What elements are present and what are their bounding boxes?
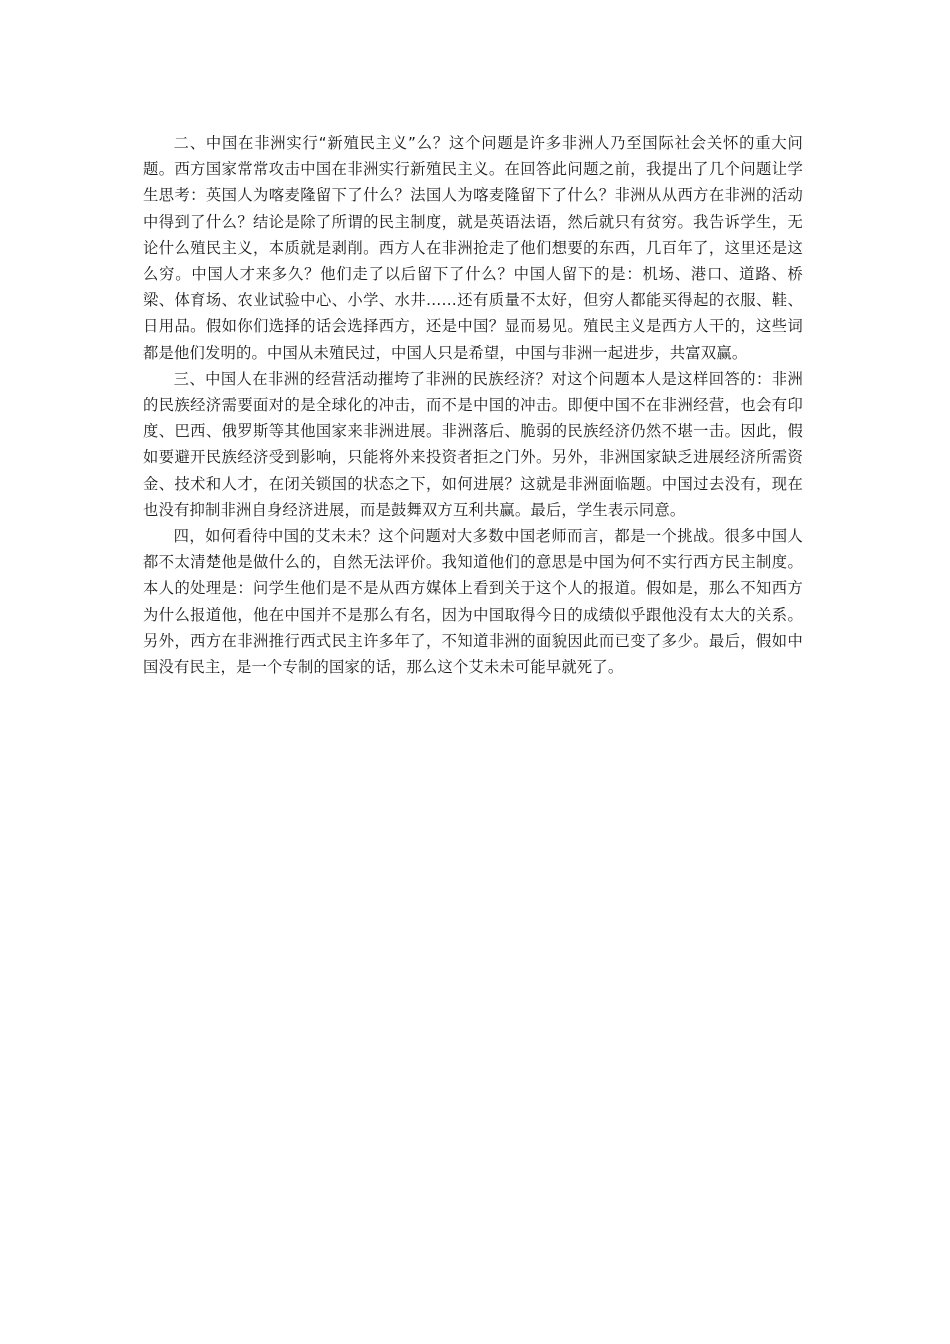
paragraph-section-two: 二、中国在非洲实行“新殖民主义”么？这个问题是许多非洲人乃至国际社会关怀的重大问题。西方国家常常攻击中国在非洲实行新殖民主义。在回答此问题之前，我提出了几个问题让学生思考：英国人为喀麦隆留下了什么？法国人为喀麦隆留下了什么？非洲从从西方在非洲的活动中得到了什么？结论是除了所谓的民主制度，就是英语法语，然后就只有贫穷。我告诉学生，无论什么殖民主义，本质就是剥削。西方人在非洲抢走了他们想要的东西，几百年了，这里还是这么穷。中国人才来多久？他们走了以后留下了什么？中国人留下的是：机场、港口、道路、桥梁、体育场、农业试验中心、小学、水井……还有质量不太好，但穷人都能买得起的衣服、鞋、日用品。假如你们选择的话会选择西方，还是中国？显而易见。殖民主义是西方人干的，这些词都是他们发明的。中国从未殖民过，中国人只是希望，中国与非洲一起进步，共富双赢。 (143, 134, 803, 362)
paragraph-section-four: 四，如何看待中国的艾未未？这个问题对大多数中国老师而言，都是一个挑战。很多中国人都不太清楚他是做什么的，自然无法评价。我知道他们的意思是中国为何不实行西方民主制度。本人的处理是：问学生他们是不是从西方媒体上看到关于这个人的报道。假如是，那么不知西方为什么报道他，他在中国并不是那么有名，因为中国取得今日的成绩似乎跟他没有太大的关系。另外，西方在非洲推行西式民主许多年了，不知道非洲的面貌因此而已变了多少。最后，假如中国没有民主，是一个专制的国家的话，那么这个艾未未可能早就死了。 (143, 527, 803, 677)
paragraph-section-three: 三、中国人在非洲的经营活动摧垮了非洲的民族经济？对这个问题本人是这样回答的：非洲的民族经济需要面对的是全球化的冲击，而不是中国的冲击。即便中国不在非洲经营，也会有印度、巴西、俄罗斯等其他国家来非洲进展。非洲落后、脆弱的民族经济仍然不堪一击。因此，假如要避开民族经济受到影响，只能将外来投资者拒之门外。另外，非洲国家缺乏进展经济所需资金、技术和人才，在闭关锁国的状态之下，如何进展？这就是非洲面临题。中国过去没有，现在也没有抑制非洲自身经济进展，而是鼓舞双方互利共赢。最后，学生表示同意。 (143, 369, 803, 519)
document-body (143, 130, 803, 680)
